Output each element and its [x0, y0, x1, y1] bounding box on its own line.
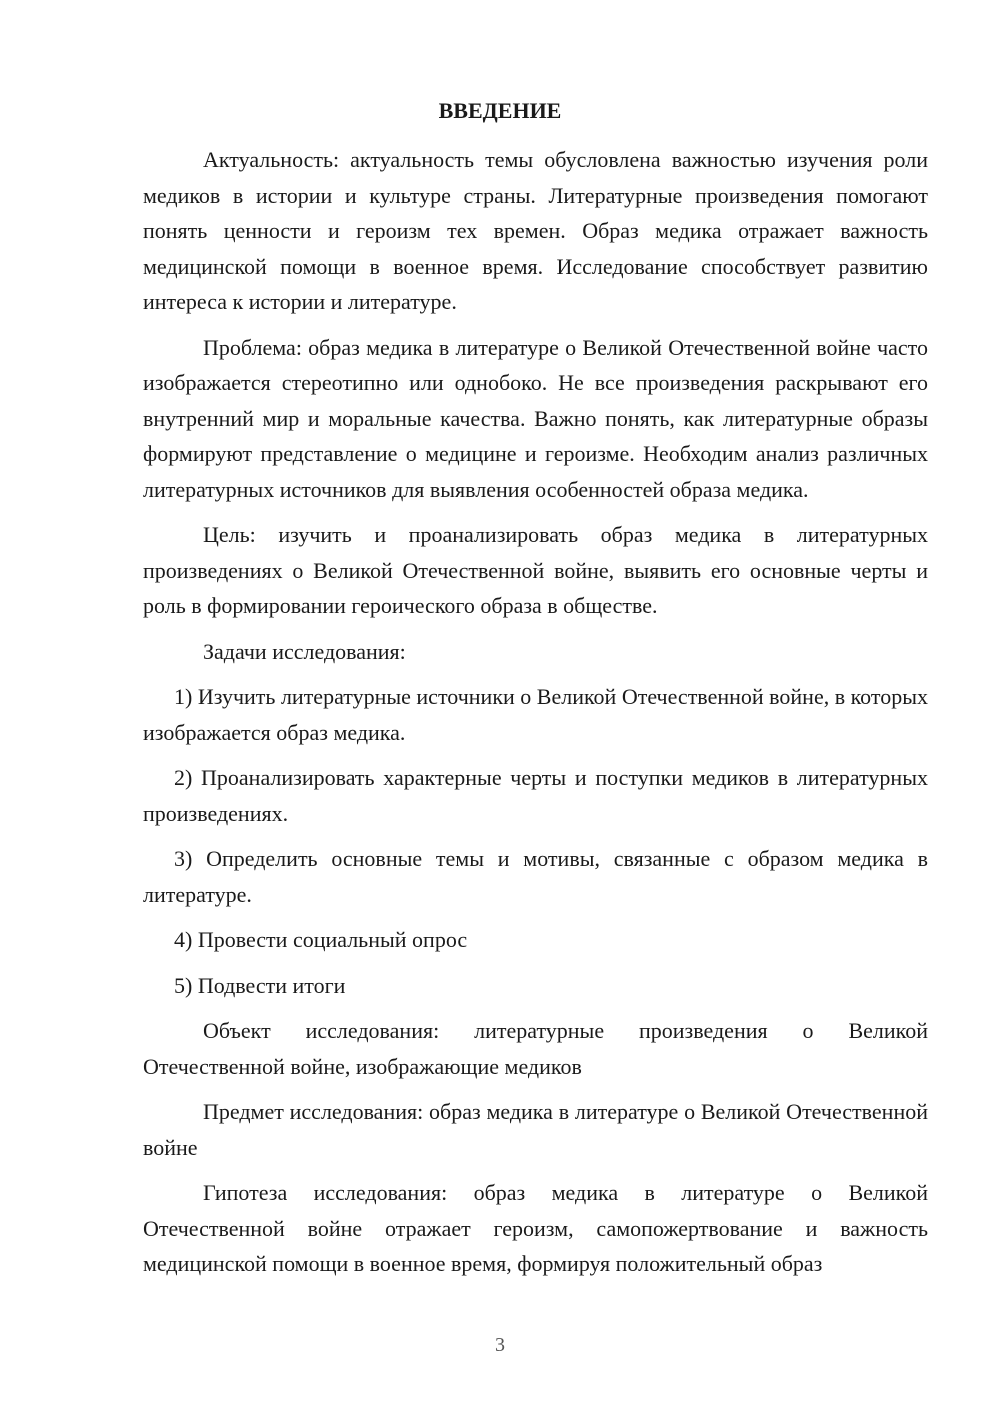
- task-item: 2) Проанализировать характерные черты и поступки медиков в литературных произведениях.: [143, 765, 928, 826]
- task-item: 4) Провести социальный опрос: [174, 927, 468, 952]
- relevance-paragraph: Актуальность: актуальность темы обусловлена важностью изучения роли медиков в истории и культуре страны. Литературные произведения помогают понять ценности и героизм тех времен. Образ медика отражает важность медицинской помощи в военное время. Исследование способствует развитию интереса к истории и литературе.: [143, 147, 928, 314]
- subject-paragraph: Предмет исследования: образ медика в литературе о Великой Отечественной войне: [143, 1099, 928, 1160]
- document-body: [143, 142, 928, 1292]
- hypothesis-paragraph: Гипотеза исследования: образ медика в литературе о Великой Отечественной войне отражает героизм, самопожертвование и важность медицинской помощи в военное время, формируя положительный образ: [143, 1180, 928, 1276]
- object-paragraph: Объект исследования: литературные произведения о Великой Отечественной войне, изображающие медиков: [143, 1018, 928, 1079]
- task-item: 1) Изучить литературные источники о Великой Отечественной войне, в которых изображается образ медика.: [143, 684, 928, 745]
- page-title: ВВЕДЕНИЕ: [438, 98, 562, 123]
- page-number: 3: [495, 1334, 505, 1356]
- task-item: 3) Определить основные темы и мотивы, связанные с образом медика в литературе.: [143, 846, 928, 907]
- problem-paragraph: Проблема: образ медика в литературе о Великой Отечественной войне часто изображается стереотипно или однобоко. Не все произведения раскрывают его внутренний мир и моральные качества. Важно понять, как литературные образы формируют представление о медицине и героизме. Необходим анализ различных литературных источников для выявления особенностей образа медика.: [143, 334, 928, 502]
- task-item: 5) Подвести итоги: [174, 972, 346, 998]
- tasks-heading: Задачи исследования:: [203, 638, 406, 664]
- goal-paragraph: Цель: изучить и проанализировать образ медика в литературных произведениях о Великой Отечественной войне, выявить его основные черты и роль в формировании героического образа в обществе.: [143, 522, 928, 618]
